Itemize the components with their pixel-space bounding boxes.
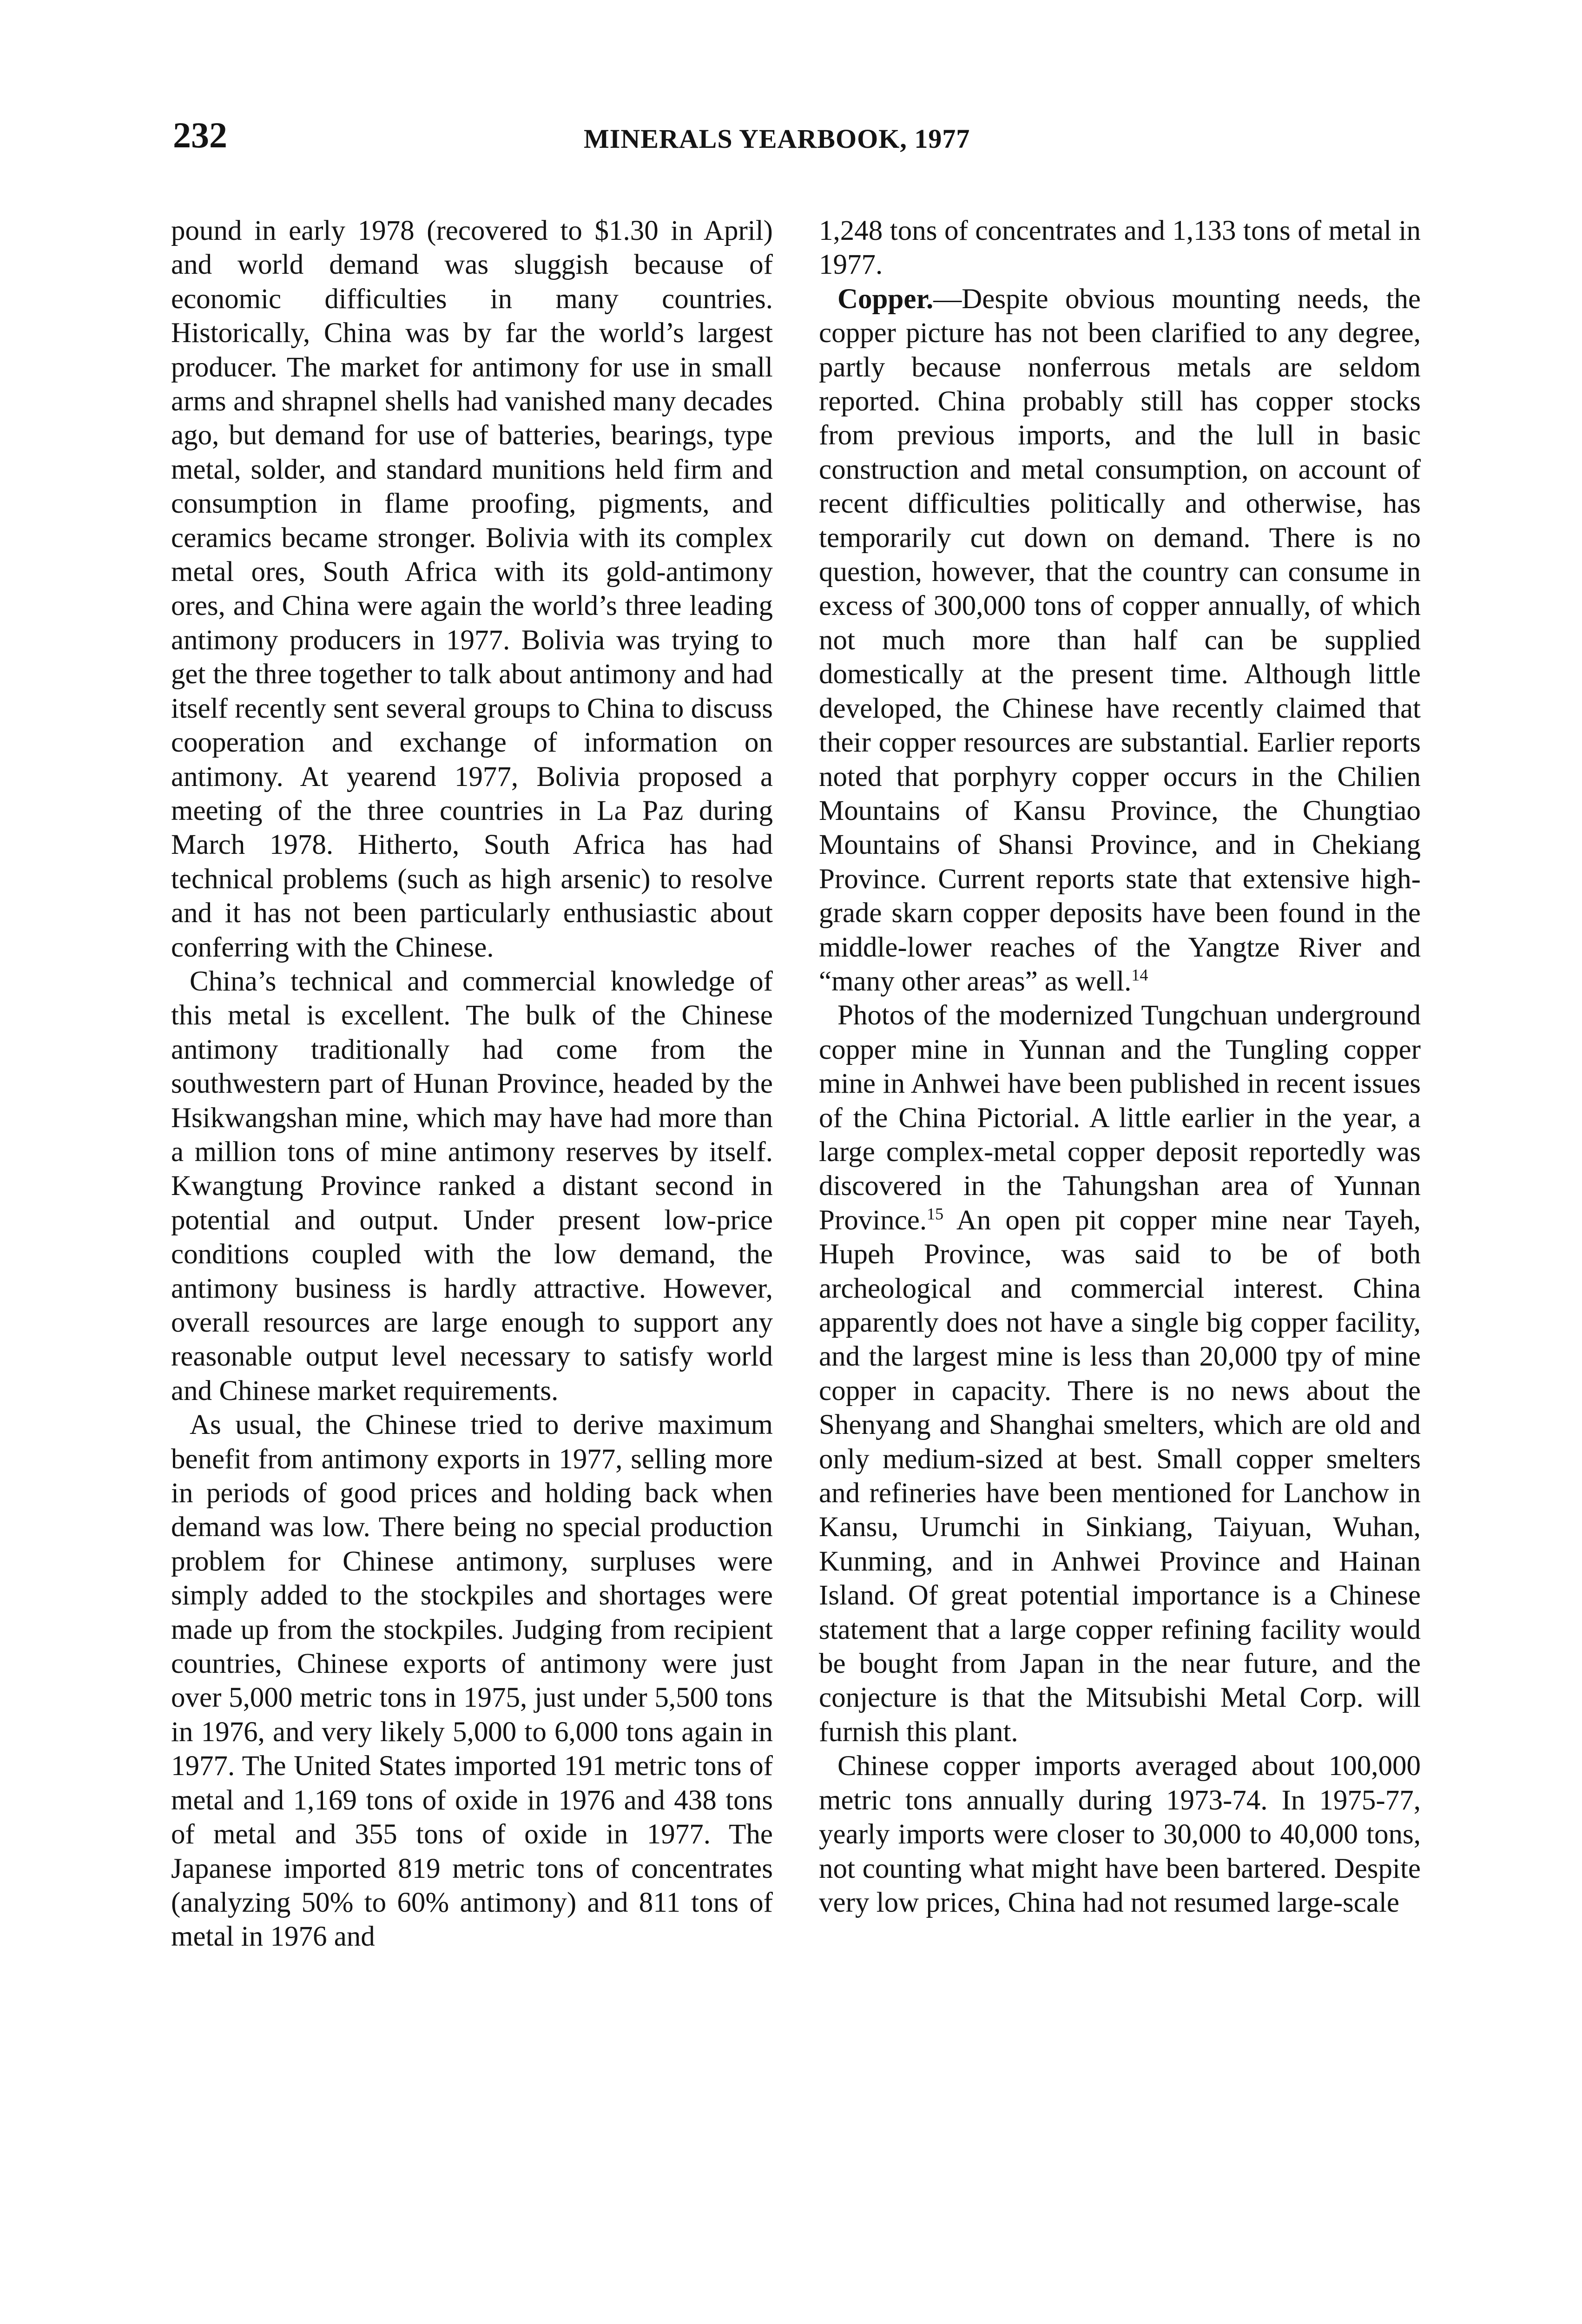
- page-number: 232: [173, 115, 227, 155]
- paragraph-copper: [819, 282, 1421, 999]
- left-column: [171, 214, 773, 1954]
- footnote-ref-15: 15: [927, 1204, 944, 1223]
- right-column: [819, 214, 1421, 1920]
- copper-mines-text-a: Photos of the modernized Tungchuan underground copper mine in Yunnan and the Tungling copper mine in Anhwei have been published in recent issues of the China Pictorial. A little earlier in the year, a large complex-metal copper deposit reportedly was discovered in the Tahungshan area of Yunnan Province.: [819, 1000, 1421, 1236]
- paragraph-copper-imports: Chinese copper imports averaged about 100,000 metric tons annually during 1973-74. In 1975-77, yearly imports were closer to 30,000 to 40,000 tons, not counting what might have been bartered. Despite very low prices, China had not resumed large-scale: [819, 1750, 1421, 1918]
- copper-mines-text-b: An open pit copper mine near Tayeh, Hupeh Province, was said to be of both archeological and commercial interest. China apparently does not have a single big copper facility, and the largest mine is less than 20,000 tpy of mine copper in capacity. There is no news about the Shenyang and Shanghai smelters, which are old and only medium-sized at best. Small copper smelters and refineries have been mentioned for Lanchow in Kansu, Urumchi in Sinkiang, Taiyuan, Wuhan, Kunming, and in Anhwei Province and Hainan Island. Of great potential importance is a Chinese statement that a large copper refining facility would be bought from Japan in the near future, and the conjecture is that the Mitsubishi Metal Corp. will furnish this plant.: [819, 1204, 1421, 1748]
- paragraph-antimony-knowledge: China’s technical and commercial knowledge of this metal is excellent. The bulk of the Chinese antimony traditionally had come from the southwestern part of Hunan Province, headed by the Hsikwangshan mine, which may have had more than a million tons of mine antimony reserves by itself. Kwangtung Province ranked a distant second in potential and output. Under present low-price conditions coupled with the low demand, the antimony business is hardly attractive. However, overall resources are large enough to support any reasonable output level necessary to satisfy world and Chinese market requirements.: [171, 965, 773, 1406]
- running-head: MINERALS YEARBOOK, 1977: [584, 124, 970, 154]
- paragraph-antimony-market: pound in early 1978 (recovered to $1.30 in April) and world demand was sluggish because of economic difficulties in many countries. Historically, China was by far the world’s largest producer. The market for antimony for use in small arms and shrapnel shells had vanished many decades ago, but demand for use of batteries, bearings, type metal, solder, and standard munitions held firm and consumption in flame proofing, pigments, and ceramics became stronger. Bolivia with its complex metal ores, South Africa with its gold-antimony ores, and China were again the world’s three leading antimony producers in 1977. Bolivia was trying to get the three together to talk about antimony and had itself recently sent several groups to China to discuss cooperation and exchange of information on antimony. At yearend 1977, Bolivia proposed a meeting of the three countries in La Paz during March 1978. Hitherto, South Africa has had technical problems (such as high arsenic) to resolve and it has not been particularly enthusiastic about conferring with the Chinese.: [171, 215, 773, 963]
- copper-section-heading: Copper.: [837, 283, 934, 315]
- footnote-ref-14: 14: [1131, 965, 1148, 984]
- paragraph-copper-mines: [819, 998, 1421, 1749]
- copper-text: —Despite obvious mounting needs, the copper picture has not been clarified to any degree, partly because nonferrous metals are seldom reported. China probably still has copper stocks from previous imports, and the lull in basic construction and metal consumption, on account of recent difficulties politically and otherwise, has temporarily cut down on demand. There is no question, however, that the country can consume in excess of 300,000 tons of copper annually, of which not much more than half can be supplied domestically at the present time. Although little developed, the Chinese have recently claimed that their copper resources are substantial. Earlier reports noted that porphyry copper occurs in the Chilien Mountains of Kansu Province, the Chungtiao Mountains of Shansi Province, and in Chekiang Province. Current reports state that extensive high-grade skarn copper deposits have been found in the middle-lower reaches of the Yangtze River and “many other areas” as well.: [819, 283, 1421, 997]
- paragraph-antimony-exports: As usual, the Chinese tried to derive maximum benefit from antimony exports in 1977, selling more in periods of good prices and holding back when demand was low. There being no special production problem for Chinese antimony, surpluses were simply added to the stockpiles and shortages were made up from the stockpiles. Judging from recipient countries, Chinese exports of antimony were just over 5,000 metric tons in 1975, just under 5,500 tons in 1976, and very likely 5,000 to 6,000 tons again in 1977. The United States imported 191 metric tons of metal and 1,169 tons of oxide in 1976 and 438 tons of metal and 355 tons of oxide in 1977. The Japanese imported 819 metric tons of concentrates (analyzing 50% to 60% antimony) and 811 tons of metal in 1976 and: [171, 1409, 773, 1953]
- paragraph-antimony-continued: 1,248 tons of concentrates and 1,133 tons of metal in 1977.: [819, 215, 1421, 281]
